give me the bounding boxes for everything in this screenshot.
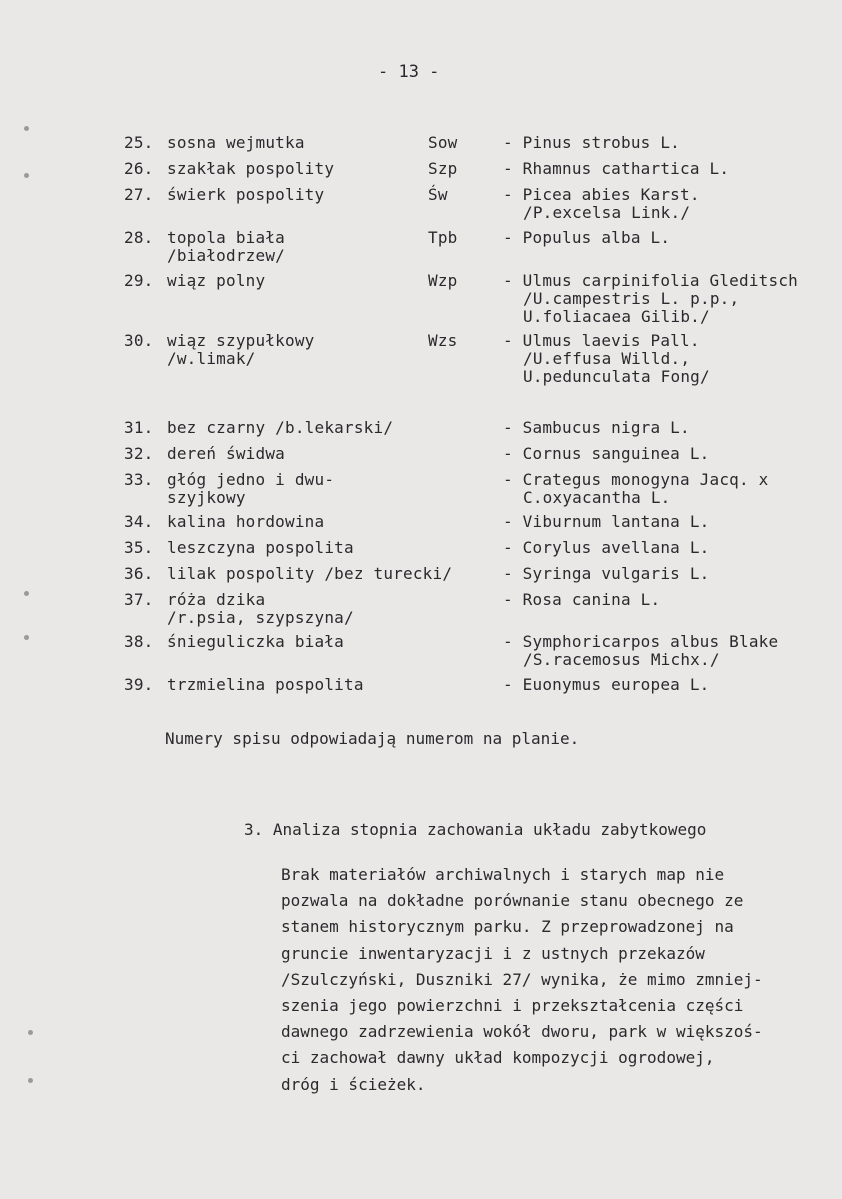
paragraph-line: pozwala na dokładne porównanie stanu obecnego ze (281, 891, 744, 911)
species-polish-name: /białodrzew/ (167, 246, 285, 265)
species-polish-name: kalina hordowina (167, 512, 325, 531)
species-polish-name: dereń świdwa (167, 444, 285, 463)
species-latin-name: - Euonymus europea L. (503, 675, 710, 694)
paragraph-line: dróg i ścieżek. (281, 1074, 426, 1094)
species-abbreviation: Wzs (428, 331, 458, 350)
species-polish-name: trzmielina pospolita (167, 675, 364, 694)
species-latin-name: - Rhamnus cathartica L. (503, 159, 730, 178)
paragraph-line: dawnego zadrzewienia wokół dworu, park w większoś- (281, 1022, 763, 1042)
species-number: 25. (124, 133, 154, 152)
paragraph-line: szenia jego powierzchni i przekształcenia części (281, 996, 744, 1016)
species-abbreviation: Sow (428, 133, 458, 152)
punch-mark (28, 1078, 33, 1083)
punch-mark (24, 635, 29, 640)
species-number: 26. (124, 159, 154, 178)
species-polish-name: sosna wejmutka (167, 133, 305, 152)
species-number: 37. (124, 590, 154, 609)
species-polish-name: wiąz szypułkowy (167, 331, 315, 350)
species-number: 27. (124, 185, 154, 204)
species-latin-name: - Rosa canina L. (503, 590, 661, 609)
species-polish-name: topola biała (167, 228, 285, 247)
species-latin-name: /U.campestris L. p.p., (523, 289, 740, 308)
species-latin-name: U.pedunculata Fong/ (523, 367, 710, 386)
species-latin-name: /U.effusa Willd., (523, 349, 691, 368)
species-number: 28. (124, 228, 154, 247)
section-paragraph (281, 862, 826, 1098)
species-latin-name: - Corylus avellana L. (503, 538, 710, 557)
footnote: Numery spisu odpowiadają numerom na planie. (165, 729, 580, 748)
species-abbreviation: Wzp (428, 271, 458, 290)
species-number: 35. (124, 538, 154, 557)
species-number: 39. (124, 675, 154, 694)
paragraph-line: ci zachował dawny układ kompozycji ogrodowej, (281, 1048, 715, 1068)
species-number: 30. (124, 331, 154, 350)
species-latin-name: - Sambucus nigra L. (503, 418, 690, 437)
punch-mark (28, 1030, 33, 1035)
punch-mark (24, 591, 29, 596)
species-latin-name: - Viburnum lantana L. (503, 512, 710, 531)
species-latin-name: /S.racemosus Michx./ (523, 650, 720, 669)
paragraph-line: gruncie inwentaryzacji i z ustnych przekazów (281, 943, 705, 963)
species-number: 34. (124, 512, 154, 531)
section-title: 3. Analiza stopnia zachowania układu zabytkowego (244, 820, 707, 839)
species-number: 36. (124, 564, 154, 583)
species-latin-name: U.foliacaea Gilib./ (523, 307, 710, 326)
page-number: - 13 - (378, 62, 440, 82)
species-number: 31. (124, 418, 154, 437)
species-polish-name: szyjkowy (167, 488, 246, 507)
species-number: 33. (124, 470, 154, 489)
paragraph-line: stanem historycznym parku. Z przeprowadzonej na (281, 917, 734, 937)
species-polish-name: lilak pospolity /bez turecki/ (167, 564, 453, 583)
species-abbreviation: Św (428, 185, 448, 204)
paragraph-line: Brak materiałów archiwalnych i starych map nie (281, 865, 725, 884)
species-latin-name: C.oxyacantha L. (523, 488, 671, 507)
species-number: 29. (124, 271, 154, 290)
species-latin-name: /P.excelsa Link./ (523, 203, 691, 222)
species-polish-name: bez czarny /b.lekarski/ (167, 418, 394, 437)
species-latin-name: - Cornus sanguinea L. (503, 444, 710, 463)
species-polish-name: świerk pospolity (167, 185, 325, 204)
species-latin-name: - Ulmus laevis Pall. (503, 331, 700, 350)
punch-mark (24, 126, 29, 131)
species-abbreviation: Szp (428, 159, 458, 178)
species-polish-name: /r.psia, szypszyna/ (167, 608, 354, 627)
species-polish-name: szakłak pospolity (167, 159, 335, 178)
species-polish-name: śnieguliczka biała (167, 632, 344, 651)
paragraph-line: /Szulczyński, Duszniki 27/ wynika, że mimo zmniej- (281, 969, 763, 989)
species-polish-name: wiąz polny (167, 271, 266, 290)
species-number: 32. (124, 444, 154, 463)
species-polish-name: róża dzika (167, 590, 266, 609)
species-latin-name: - Picea abies Karst. (503, 185, 700, 204)
species-polish-name: /w.limak/ (167, 349, 256, 368)
punch-mark (24, 173, 29, 178)
species-abbreviation: Tpb (428, 228, 458, 247)
species-latin-name: - Symphoricarpos albus Blake (503, 632, 779, 651)
species-latin-name: - Syringa vulgaris L. (503, 564, 710, 583)
species-polish-name: głóg jedno i dwu- (167, 470, 335, 489)
species-number: 38. (124, 632, 154, 651)
species-latin-name: - Pinus strobus L. (503, 133, 680, 152)
species-latin-name: - Populus alba L. (503, 228, 671, 247)
species-latin-name: - Ulmus carpinifolia Gleditsch (503, 271, 798, 290)
species-latin-name: - Crategus monogyna Jacq. x (503, 470, 769, 489)
species-polish-name: leszczyna pospolita (167, 538, 354, 557)
